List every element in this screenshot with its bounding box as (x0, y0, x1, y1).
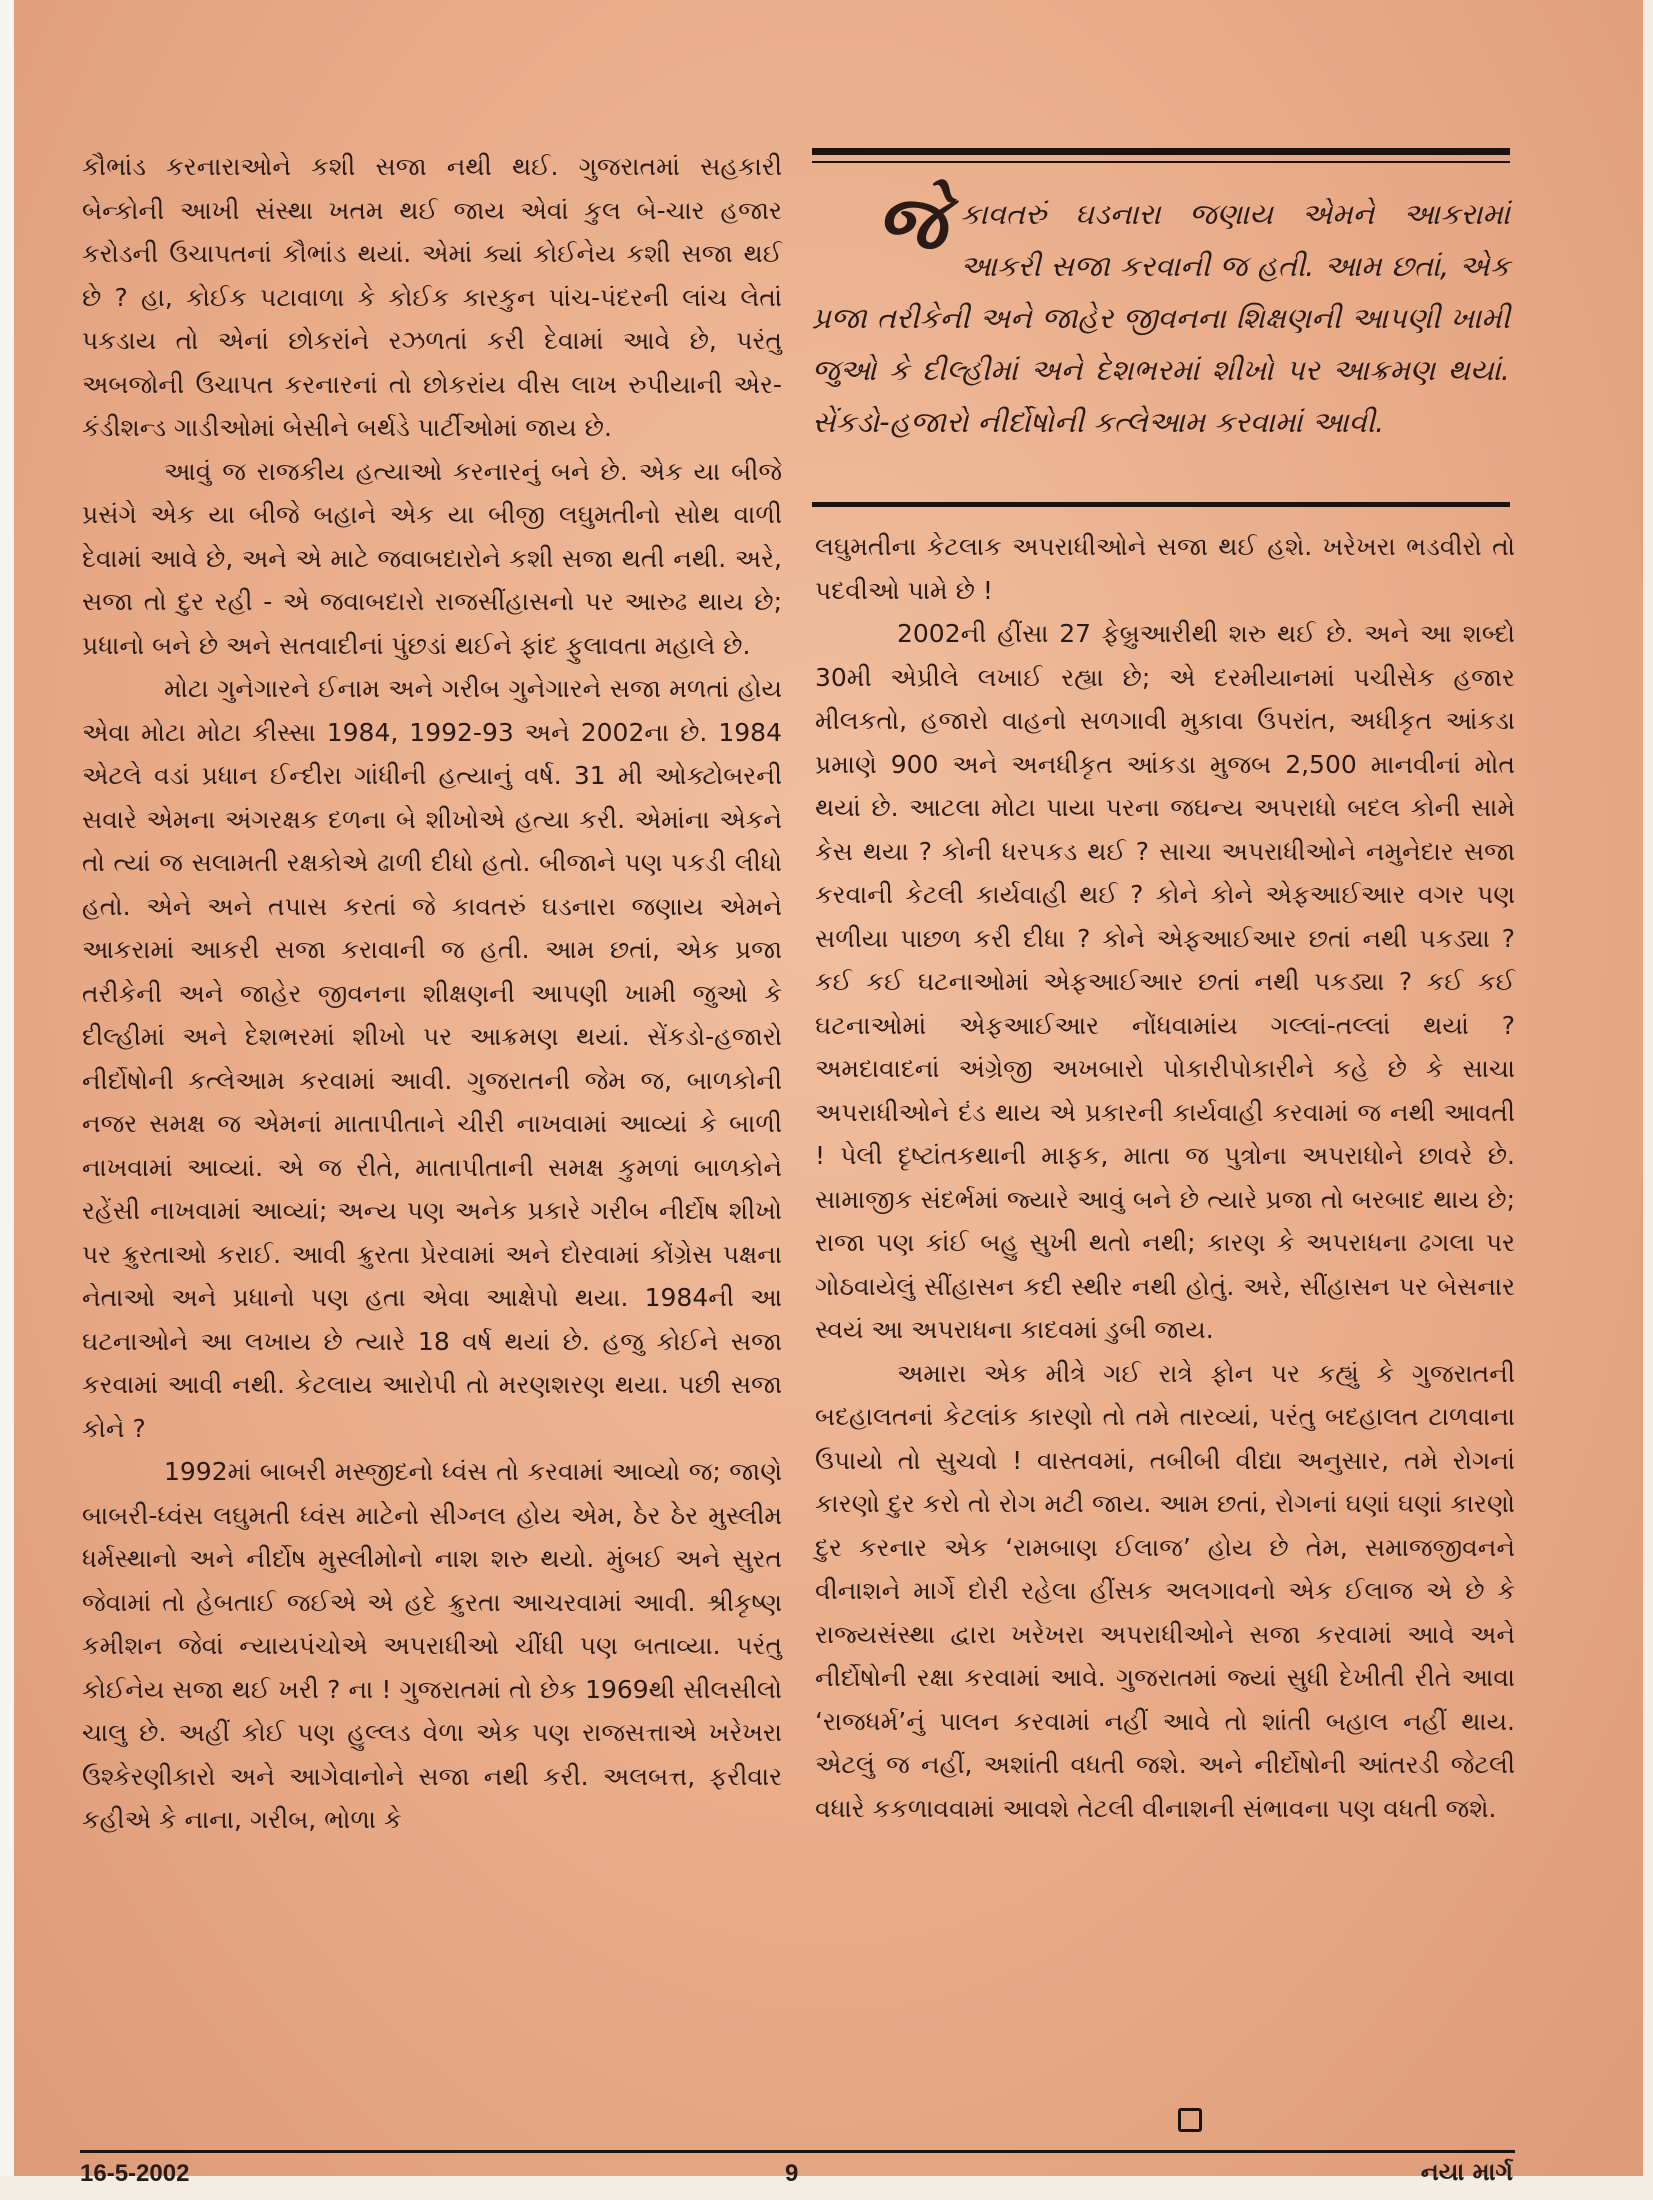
pull-quote-rule-top-thin (812, 161, 1510, 163)
paragraph: 1992માં બાબરી મસ્જીદનો ધ્વંસ તો કરવામાં આવ્યો જ; જાણે બાબરી-ધ્વંસ લઘુમતી ધ્વંસ માટેનો સીગ્નલ હોય એમ, ઠેર ઠેર મુસ્લીમ ધર્મસ્થાનો અને નીર્દોષ મુસ્લીમોનો નાશ શરુ થયો. મુંબઈ અને સુરત જેવામાં તો હેબતાઈ જઈએ એ હદે ક્રુરતા આચરવામાં આવી. શ્રીકૃષ્ણ કમીશન જેવાં ન્યાયપંચોએ અપરાધીઓ ચીંધી પણ બતાવ્યા. પરંતુ કોઈનેય સજા થઈ ખરી ? ના ! ગુજરાતમાં તો છેક 1969થી સીલસીલો ચાલુ છે. અહીં કોઈ પણ હુલ્લડ વેળા એક પણ રાજસત્તાએ ખરેખરા ઉશ્કેરણીકારો અને આગેવાનોને સજા નથી કરી. અલબત્ત, ફરીવાર કહીએ કે નાના, ગરીબ, ભોળા કે (82, 1457, 782, 1834)
paragraph: આવું જ રાજકીય હત્યાઓ કરનારનું બને છે. એક યા બીજે પ્રસંગે એક યા બીજે બહાને એક યા બીજી લઘુમતીનો સોથ વાળી દેવામાં આવે છે, અને એ માટે જવાબદારોને કશી સજા થતી નથી. અરે, સજા તો દુર રહી - એ જવાબદારો રાજસીંહાસનો પર આરુઢ થાય છે; પ્રધાનો બને છે અને સતવાદીનાં પુંછડાં થઈને ફાંદ ફુલાવતા મહાલે છે. (82, 456, 782, 660)
scan-margin-bottom (0, 2176, 1653, 2200)
footer-date: 16-5-2002 (80, 2160, 190, 2187)
pull-quote (812, 180, 1510, 448)
pull-quote-rule-top (812, 148, 1510, 155)
paragraph: 2002ની હીંસા 27 ફેબ્રુઆરીથી શરુ થઈ છે. અને આ શબ્દો 30મી એપ્રીલે લખાઈ રહ્યા છે; એ દરમીયાનમાં પચીસેક હજાર મીલકતો, હજારો વાહનો સળગાવી મુકાવા ઉપરાંત, અધીકૃત આંકડા પ્રમાણે 900 અને અનધીકૃત આંકડા મુજબ 2,500 માનવીનાં મોત થયાં છે. આટલા મોટા પાયા પરના જઘન્ય અપરાધો બદલ કોની સામે કેસ થયા ? કોની ધરપકડ થઈ ? સાચા અપરાધીઓને નમુનેદાર સજા કરવાની કેટલી કાર્યવાહી થઈ ? કોને કોને એફઆઈઆર વગર પણ સળીયા પાછળ કરી દીધા ? કોને એફઆઈઆર છતાં નથી પકડ્યા ? કઈ કઈ ઘટનાઓમાં એફઆઈઆર છતાં નથી પકડ્યા ? કઈ કઈ ઘટનાઓમાં એફઆઈઆર નોંધવામાંય ગલ્લાં-તલ્લાં થયાં ? અમદાવાદનાં અંગ્રેજી અખબારો પોકારીપોકારીને કહે છે કે સાચા અપરાધીઓને દંડ થાય એ પ્રકારની કાર્યવાહી કરવામાં જ નથી આવતી ! પેલી દૃષ્ટાંતકથાની માફક, માતા જ પુત્રોના અપરાધોને છાવરે છે. સામાજીક સંદર્ભમાં જ્યારે આવું બને છે ત્યારે પ્રજા તો બરબાદ થાય છે; રાજા પણ કાંઈ બહુ સુખી થતો નથી; કારણ કે અપરાધના ઢગલા પર ગોઠવાયેલું સીંહાસન કદી સ્થીર નથી હોતું. અરે, સીંહાસન પર બેસનાર સ્વયં આ અપરાધના કાદવમાં ડુબી જાય. (815, 619, 1515, 1344)
footer-rule (80, 2150, 1515, 2153)
pull-quote-dropcap: જે (876, 180, 947, 266)
paragraph: કૌભાંડ કરનારાઓને કશી સજા નથી થઈ. ગુજરાતમાં સહકારી બેન્કોની આખી સંસ્થા ખતમ થઈ જાય એવાં કુલ બે-ચાર હજાર કરોડની ઉચાપતનાં કૌભાંડ થયાં. એમાં ક્યાં કોઈનેય કશી સજા થઈ છે ? હા, કોઈક પટાવાળા કે કોઈક કારકુન પાંચ-પંદરની લાંચ લેતાં પકડાય તો એનાં છોકરાંને રઝળતાં કરી દેવામાં આવે છે, પરંતુ અબજોની ઉચાપત કરનારનાં તો છોકરાંય વીસ લાખ રુપીયાની એર-કંડીશન્ડ ગાડીઓમાં બેસીને બર્થડે પાર્ટીઓમાં જાય છે. (82, 152, 782, 442)
pull-quote-box (812, 148, 1510, 516)
pull-quote-text: કાવતરું ઘડનારા જણાય એમને આકરામાં આકરી સજા કરવાની જ હતી. આમ છતાં, એક પ્રજા તરીકેની અને જાહેર જીવનના શિક્ષણની આપણી ખામી જુઓ કે દીલ્હીમાં અને દેશભરમાં શીખો પર આક્રમણ થયાં. સેંકડો-હજારો નીર્દોષોની કત્લેઆમ કરવામાં આવી. (812, 197, 1510, 439)
scan-margin-right (1643, 0, 1653, 2200)
scan-margin-left (0, 0, 14, 2200)
paragraph: મોટા ગુનેગારને ઈનામ અને ગરીબ ગુનેગારને સજા મળતાં હોય એવા મોટા મોટા કીસ્સા 1984, 1992-93 અને 2002ના છે. 1984 એટલે વડાં પ્રધાન ઈન્દીરા ગાંધીની હત્યાનું વર્ષ. 31 મી ઓક્ટોબરની સવારે એમના અંગરક્ષક દળના બે શીખોએ હત્યા કરી. એમાંના એકને તો ત્યાં જ સલામતી રક્ષકોએ ઢાળી દીધો હતો. બીજાને પણ પકડી લીધો હતો. એને અને તપાસ કરતાં જે કાવતરું ઘડનારા જણાય એમને આકરામાં આકરી સજા કરાવાની જ હતી. આમ છતાં, એક પ્રજા તરીકેની અને જાહેર જીવનના શીક્ષણની આપણી ખામી જુઓ કે દીલ્હીમાં અને દેશભરમાં શીખો પર આક્રમણ થયાં. સેંકડો-હજારો નીર્દોષોની કત્લેઆમ કરવામાં આવી. ગુજરાતની જેમ જ, બાળકોની નજર સમક્ષ જ એમનાં માતાપીતાને ચીરી નાખવામાં આવ્યાં કે બાળી નાખવામાં આવ્યાં. એ જ રીતે, માતાપીતાની સમક્ષ કુમળાં બાળકોને રહેંસી નાખવામાં આવ્યાં; અન્ય પણ અનેક પ્રકારે ગરીબ નીર્દોષ શીખો પર ક્રુરતાઓ કરાઈ. આવી ક્રુરતા પ્રેરવામાં અને દોરવામાં કોંગ્રેસ પક્ષના નેતાઓ અને પ્રધાનો પણ હતા એવા આક્ષેપો થયા. 1984ની આ ઘટનાઓને આ લખાય છે ત્યારે 18 વર્ષ થયાં છે. હજુ કોઈને સજા કરવામાં આવી નથી. કેટલાય આરોપી તો મરણશરણ થયા. પછી સજા કોને ? (82, 674, 782, 1443)
left-column (82, 145, 782, 1842)
pull-quote-rule-bottom (812, 502, 1510, 507)
article-end-mark (1178, 2108, 1202, 2132)
page-number: 9 (785, 2160, 799, 2187)
paragraph: અમારા એક મીત્રે ગઈ રાત્રે ફોન પર કહ્યું કે ગુજરાતની બદહાલતનાં કેટલાંક કારણો તો તમે તારવ્યાં, પરંતુ બદહાલત ટાળવાના ઉપાયો તો સુચવો ! વાસ્તવમાં, તબીબી વીદ્યા અનુસાર, તમે રોગનાં કારણો દુર કરો તો રોગ મટી જાય. આમ છતાં, રોગનાં ઘણાં ઘણાં કારણો દુર કરનાર એક ‘રામબાણ ઈલાજ’ હોય છે તેમ, સમાજજીવનને વીનાશને માર્ગે દોરી રહેલા હીંસક અલગાવનો એક ઈલાજ એ છે કે રાજ્યસંસ્થા દ્વારા ખરેખરા અપરાધીઓને સજા કરવામાં આવે અને નીર્દોષોની રક્ષા કરવામાં આવે. ગુજરાતમાં જ્યાં સુધી દેખીતી રીતે આવા ‘રાજધર્મ’નું પાલન કરવામાં નહીં આવે તો શાંતી બહાલ નહીં થાય. એટલું જ નહીં, અશાંતી વધતી જશે. અને નીર્દોષોની આંતરડી જેટલી વધારે કકળાવવામાં આવશે તેટલી વીનાશની સંભાવના પણ વધતી જશે. (815, 1358, 1515, 1823)
publication-name: નયા માર્ગ (1420, 2158, 1513, 2186)
right-column (815, 525, 1515, 1830)
paragraph: લઘુમતીના કેટલાક અપરાધીઓને સજા થઈ હશે. ખરેખરા ભડવીરો તો પદવીઓ પામે છે ! (815, 532, 1515, 605)
